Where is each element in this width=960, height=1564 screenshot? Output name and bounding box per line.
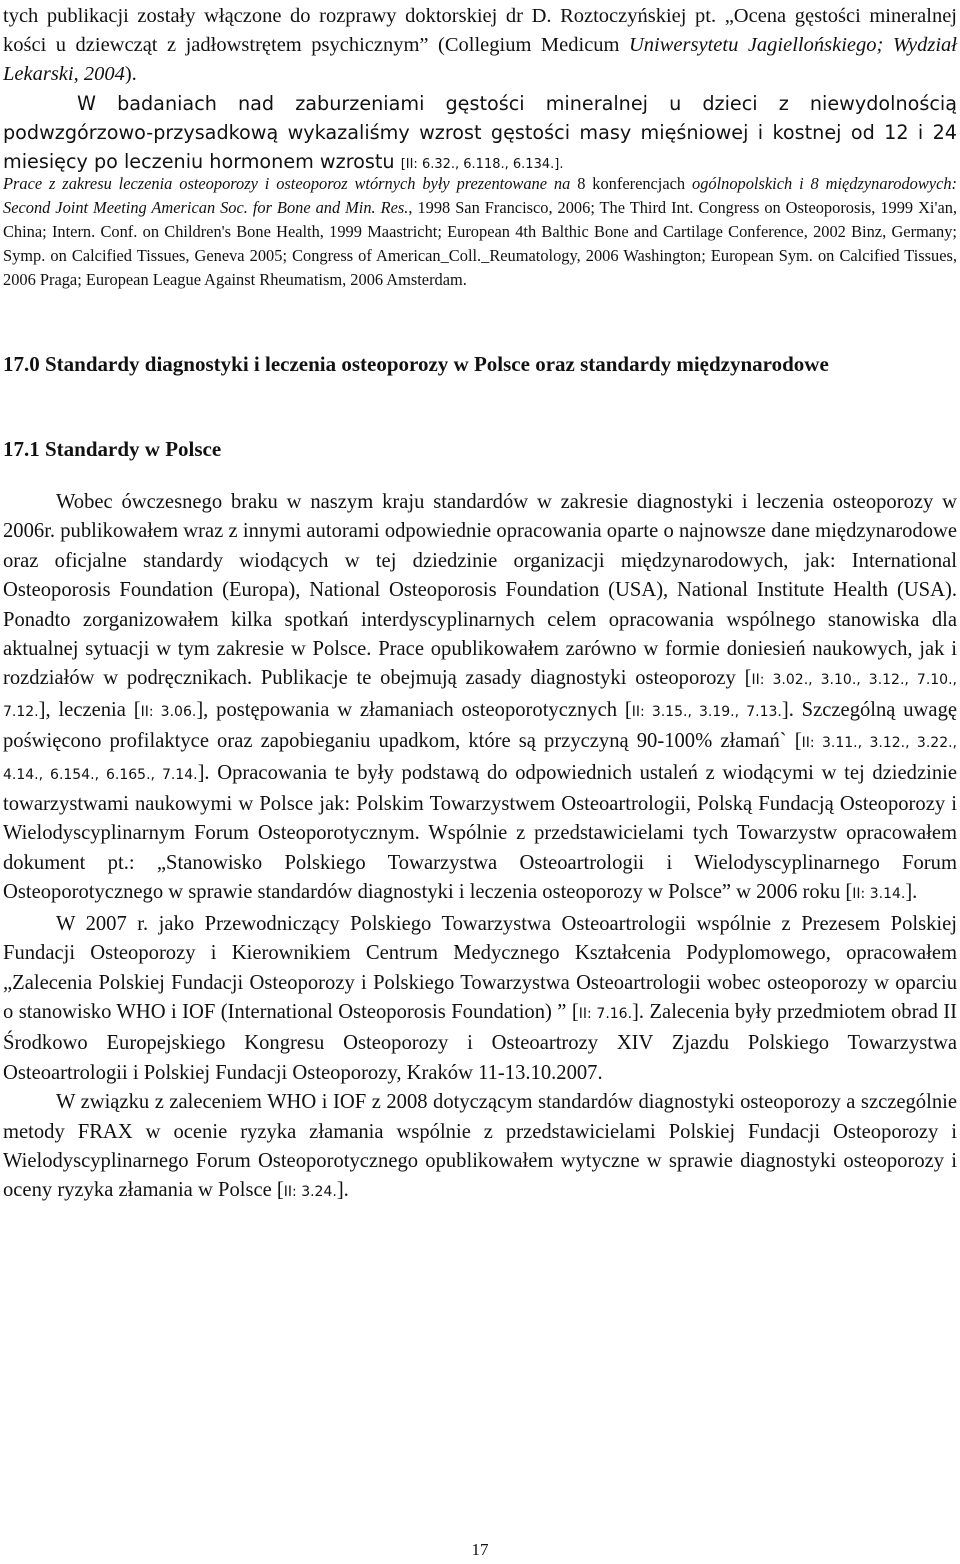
body-text: Wobec ówczesnego braku w naszym kraju standardów w zakresie diagnostyki i leczenia osteoporozy w 2006r. publikowałem wraz z innymi autorami odpowiednie opracowania oparte o najnowsze dane międzynarodowe oraz oficjalne standardy wiodących w tej dziedzinie organizacji międzynarodowych, jak: International Osteoporosis Foundation (Europa), National Osteoporosis Foundation (USA), National Institute Health (USA). Ponadto zorganizowałem kilka spotkań interdyscyplinarnych celem opracowania wspólnego stanowiska dla aktualnej sytuacji w tym zakresie w Polsce. Prace opublikowałem zarówno w formie doniesień naukowych, jak i rozdziałów w podręcznikach. Publikacje te obejmują zasady diagnostyki osteoporozy [ bbox=[3, 491, 957, 690]
body-paragraph-3 bbox=[3, 1088, 957, 1208]
body-text: W 2007 r. jako Przewodniczący Polskiego Towarzystwa Osteoartrologii wspólnie z Prezesem Polskiej Fundacji Osteoporozy i Kierownikiem Centrum Medycznego Kształcenia Podyplomowego, opracowałem „Zalecenia Polskiej Fundacji Osteoporozy i Polskiego Towarzystwa Osteoartrologii wobec osteoporozy w oparciu o stanowisko WHO i IOF (International Osteoporosis Foundation) ” [ bbox=[3, 912, 957, 1023]
body-paragraph-2 bbox=[3, 910, 957, 1088]
conferences-italic-2: ogólnopolskich i 8 międzynarodowych: Second Joint Meeting American Soc. for Bone and Min. Res. bbox=[3, 174, 958, 217]
intro-text: tych publikacji zostały włączone do rozprawy doktorskiej dr D. Roztoczyńskiej pt. „Ocena gęstości mineralnej kości u dziewcząt z jadłowstrętem psychicznym” (Collegium Medicum bbox=[3, 5, 957, 56]
page-number: 17 bbox=[471, 1540, 489, 1559]
research-paragraph bbox=[3, 89, 957, 179]
reference: II: 3.14. bbox=[852, 886, 906, 903]
body-text: ]. Szczególną uwagę poświęcono profilaktyce oraz zapobieganiu upadkom, które są przyczyną 90-100% złamań` [ bbox=[3, 698, 958, 753]
intro-italic-affiliation: Uniwersytetu Jagiellońskiego; Wydział Lekarski, 2004 bbox=[3, 34, 957, 85]
body-text: ]. Zalecenia były przedmiotem obrad II Środkowo Europejskiego Kongresu Osteoporozy i Osteoartrozy XIV Zjazdu Polskiego Towarzystwa Osteoartrologii i Polskiej Fundacji Osteoporozy, Kraków 11-13.10.2007. bbox=[3, 1000, 958, 1084]
section-body bbox=[3, 488, 957, 1208]
section-heading-17-1: 17.1 Standardy w Polsce bbox=[3, 437, 222, 461]
body-text: ]. Opracowania te były podstawą do odpowiednich ustaleń z wiodącymi w tej dziedzinie towarzystwami naukowymi w Polsce jak: Polskim Towarzystwem Osteoartrologii, Polską Fundacją Osteoporozy i Wielodyscyplinarnym Forum Osteoporotycznym. Wspólnie z przedstawicielami tych Towarzystw opracowałem dokument pt.: „Stanowisko Polskiego Towarzystwa Osteoartrologii i Wielodyscyplinarnego Forum Osteoporotycznego w sprawie standardów diagnostyki i leczenia osteoporozy w Polsce” w 2006 roku [ bbox=[3, 761, 957, 904]
conferences-text-2: , 1998 San Francisco, 2006; The Third Int. Congress on Osteoporosis, 1999 Xi'an, China; Intern. Conf. on Children's Bone Health, 1999 Maastricht; European 4th Balthic Bone and Cartilage Conference, 2002 Binz, Germany; Symp. on Calcified Tissues, Geneva 2005; Congress of American_Coll._Reumatology, 2006 Washington; European Sym. on Calcified Tissues, 2006 Praga; European League Against Rheumatism, 2006 Amsterdam. bbox=[3, 198, 958, 289]
body-text: W związku z zaleceniem WHO i IOF z 2008 dotyczącym standardów diagnostyki osteoporozy a szczególnie metody FRAX w ocenie ryzyka złamania wspólnie z przedstawicielami Polskiej Fundacji Osteoporozy i Wielodyscyplinarnego Forum Osteoporotycznego opublikowałem wytyczne w sprawie diagnostyki osteoporozy i oceny ryzyka złamania w Polsce [ bbox=[3, 1091, 957, 1202]
conferences-italic-1: Prace z zakresu leczenia osteoporozy i osteoporoz wtórnych były prezentowane na bbox=[3, 174, 571, 193]
reference: II: 7.16. bbox=[578, 1005, 633, 1022]
body-text: ]. bbox=[905, 881, 918, 904]
body-paragraph-1 bbox=[3, 488, 957, 910]
conferences-text-1: 8 konferencjach bbox=[570, 174, 693, 193]
reference: II: 3.11., 3.12., 3.22., 4.14., 6.154., 6.165., 7.14. bbox=[3, 735, 958, 783]
reference: II: 3.02., 3.10., 3.12., 7.10., 7.12. bbox=[3, 672, 957, 720]
body-text: ], leczenia [ bbox=[38, 698, 141, 721]
conferences-paragraph bbox=[3, 172, 957, 292]
reference: II: 3.24. bbox=[283, 1184, 337, 1201]
reference: II: 3.06. bbox=[140, 703, 197, 720]
research-reference: [II: 6.32., 6.118., 6.134.]. bbox=[400, 157, 564, 172]
section-heading-17-0: 17.0 Standardy diagnostyki i leczenia osteoporozy w Polsce oraz standardy międzynarodowe bbox=[3, 352, 829, 376]
body-text: ]. bbox=[336, 1179, 349, 1202]
research-text: W badaniach nad zaburzeniami gęstości mineralnej u dzieci z niewydolnością podwzgórzowo-przysadkową wykazaliśmy wzrost gęstości masy mięśniowej i kostnej od 12 i 24 miesięcy po leczeniu hormonem wzrostu bbox=[3, 92, 957, 173]
reference: II: 3.15., 3.19., 7.13. bbox=[631, 703, 782, 720]
intro-text-end: ). bbox=[124, 63, 137, 85]
body-text: ], postępowania w złamaniach osteoporotycznych [ bbox=[196, 698, 632, 721]
intro-paragraph bbox=[3, 2, 957, 89]
